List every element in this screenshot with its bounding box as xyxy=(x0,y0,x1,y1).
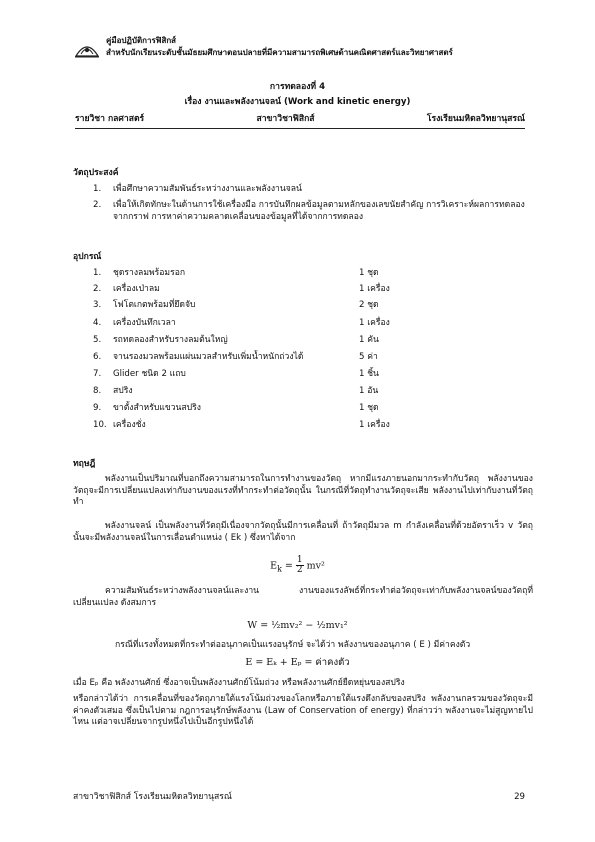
eq1-lhs: E xyxy=(270,560,278,572)
kinetic-energy-equation: $E_k$ = $\frac{1}{2}$ mv² xyxy=(270,555,325,576)
equipment-qty: 2 ชุด xyxy=(359,300,379,310)
equipment-name: จานรองมวลพร้อมแผ่นมวลสำหรับเพิ่มน้ำหนักถ่วงได้ xyxy=(113,352,304,362)
course-label: รายวิชา กลศาสตร์ xyxy=(75,114,145,124)
department-label: สาขาวิชาฟิสิกส์ xyxy=(256,114,315,124)
theory-paragraph-4: กรณีที่แรงทั้งหมดที่กระทำต่ออนุภาคเป็นแรงอนุรักษ์ จะได้ว่า พลังงานของอนุภาค ( E ) มีค่าคงตัว xyxy=(115,640,471,650)
objective-number: 1. xyxy=(93,184,102,194)
theory-paragraph-1: พลังงานเป็นปริมาณที่บอกถึงความสามารถในการทำงานของวัตถุ หากมีแรงภายนอกมากระทำกับวัตถุ พลังงานของวัตถุจะมีการเปลี่ยนแปลงเท่ากับงานของแรงที่ทำกระทำต่อวัตถุนั้น ในกรณีที่วัตถุทำงานวัตถุจะเสีย พลังงานไปเท่ากับงานที่วัตถุทำ xyxy=(73,474,533,508)
equipment-qty: 1 เครื่อง xyxy=(359,318,390,328)
objective-item xyxy=(93,184,533,196)
equipment-qty: 1 เครื่อง xyxy=(359,284,390,294)
equipment-number: 10. xyxy=(93,420,107,430)
page-number: 29 xyxy=(514,792,525,802)
objective-number: 2. xyxy=(93,200,102,210)
equipment-name: ขาตั้งสำหรับแขวนสปริง xyxy=(113,403,201,413)
equipment-number: 2. xyxy=(93,284,102,294)
equipment-qty: 1 ชุด xyxy=(359,268,379,278)
objective-text: เพื่อศึกษาความสัมพันธ์ระหว่างงานและพลังงานจลน์ xyxy=(113,184,302,194)
equipment-heading: อุปกรณ์ xyxy=(73,252,102,262)
equipment-name: เครื่องชั่ง xyxy=(113,420,146,430)
equipment-number: 6. xyxy=(93,352,102,362)
eq1-rhs: mv² xyxy=(306,560,325,572)
equipment-number: 9. xyxy=(93,403,102,413)
equipment-number: 3. xyxy=(93,300,102,310)
footer-label: สาขาวิชาฟิสิกส์ โรงเรียนมหิดลวิทยานุสรณ์ xyxy=(73,792,232,802)
theory-paragraph-5: เมื่อ Eₚ คือ พลังงานศักย์ ซึ่งอาจเป็นพลังงานศักย์โน้มถ่วง หรือพลังงานศักย์ยืดหยุ่นของสปริง xyxy=(73,678,405,688)
objective-text: เพื่อให้เกิดทักษะในด้านการใช้เครื่องมือ การบันทึกผลข้อมูลตามหลักของเลขนัยสำคัญ การวิเคราะห์ผลการทดลองจากกราฟ การหาค่าความคลาดเคลื่อนของข้อมูลที่ได้จากการทดลอง xyxy=(113,200,525,222)
equipment-qty: 1 คัน xyxy=(359,335,379,345)
equipment-name: สปริง xyxy=(113,386,133,396)
objectives-heading: วัตถุประสงค์ xyxy=(73,168,119,178)
objective-item xyxy=(93,200,533,223)
header-divider xyxy=(75,128,525,129)
equipment-number: 4. xyxy=(93,318,102,328)
header-org: คู่มือปฏิบัติการฟิสิกส์ xyxy=(106,36,177,45)
equipment-number: 5. xyxy=(93,335,102,345)
equipment-qty: 1 ชิ้น xyxy=(359,369,379,379)
equipment-qty: 1 เครื่อง xyxy=(359,420,390,430)
theory-paragraph-2: พลังงานจลน์ เป็นพลังงานที่วัตถุมีเนื่องจากวัตถุนั้นมีการเคลื่อนที่ ถ้าวัตถุมีมวล m กำลังเคลื่อนที่ด้วยอัตราเร็ว v วัตถุนั้นจะมีพลังงานจลน์ในการเลื่อนตำแหน่ง ( Ek ) ซึ่งหาได้จาก xyxy=(73,521,533,543)
energy-conservation-equation: E = Eₖ + Eₚ = ค่าคงตัว xyxy=(245,657,350,668)
eq1-subscript: k xyxy=(277,564,282,574)
school-label: โรงเรียนมหิดลวิทยานุสรณ์ xyxy=(426,114,525,124)
equipment-name: Glider ชนิด 2 แถบ xyxy=(113,369,186,379)
page-footer xyxy=(73,792,525,804)
equipment-qty: 5 ค่า xyxy=(359,352,378,362)
equipment-name: ชุดรางลมพร้อมรอก xyxy=(113,268,186,278)
school-logo xyxy=(73,36,101,60)
subject-row xyxy=(75,114,525,126)
experiment-topic: เรื่อง งานและพลังงานจลน์ (Work and kinetic energy) xyxy=(184,97,411,107)
theory-paragraph-6: หรือกล่าวได้ว่า การเคลื่อนที่ของวัตถุภายใต้แรงโน้มถ่วงของโลกหรือภายใต้แรงดึงกลับของสปริง พลังงานกลรวมของวัตถุจะมีค่าคงตัวเสมอ ซึ่งเป็นไปตาม กฎการอนุรักษ์พลังงาน (Law of Conservation of energy) ที่กล่าวว่า พลังงานจะไม่สูญหายไปไหน แต่อาจเปลี่ยนจากรูปหนึ่งไปเป็นอีกรูปหนึ่งได้ xyxy=(73,694,533,728)
equipment-number: 8. xyxy=(93,386,102,396)
equipment-qty: 1 ชุด xyxy=(359,403,379,413)
work-energy-equation: W = ½mv₂² − ½mv₁² xyxy=(247,620,348,631)
experiment-number: การทดลองที่ 4 xyxy=(269,82,326,92)
equipment-number: 7. xyxy=(93,369,102,379)
one-half-fraction: $\frac{1}{2}$ xyxy=(296,555,303,576)
theory-heading: ทฤษฎี xyxy=(73,459,96,469)
equipment-name: โฟโตเกตพร้อมที่ยึดจับ xyxy=(113,300,196,310)
equipment-number: 1. xyxy=(93,268,102,278)
header-program: สำหรับนักเรียนระดับชั้นมัธยมศึกษาตอนปลายที่มีความสามารถพิเศษด้านคณิตศาสตร์และวิทยาศาสตร์ xyxy=(106,48,453,57)
equipment-name: เครื่องเป่าลม xyxy=(113,284,160,294)
equipment-qty: 1 อัน xyxy=(359,386,379,396)
equipment-name: รถทดลองสำหรับรางลมต้นใหญ่ xyxy=(113,335,228,345)
equipment-name: เครื่องบันทึกเวลา xyxy=(113,318,176,328)
theory-paragraph-3: ความสัมพันธ์ระหว่างพลังงานจลน์และงาน งานของแรงลัพธ์ที่กระทำต่อวัตถุจะเท่ากับพลังงานจลน์ของวัตถุที่เปลี่ยนแปลง ดังสมการ xyxy=(73,586,533,608)
